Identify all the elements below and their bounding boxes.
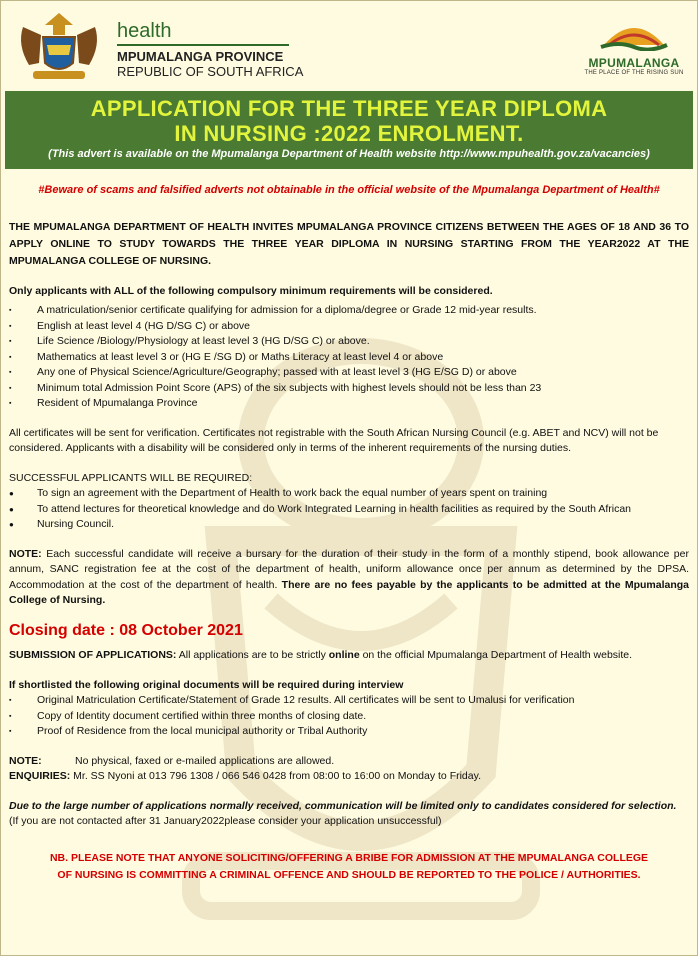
requirements-list: [9, 303, 689, 412]
successful-heading: SUCCESSFUL APPLICANTS WILL BE REQUIRED:: [9, 471, 253, 484]
closing-date: Closing date : 08 October 2021: [9, 621, 243, 639]
enquiries-label: ENQUIRIES:: [9, 770, 71, 782]
list-item: ▪ English at least level 4 (HG D/SG C) or above: [9, 319, 689, 335]
bribe-warning: [9, 850, 689, 884]
list-item: ▪ Original Matriculation Certificate/Statement of Grade 12 results. All certificates will be sent to Umalusi for verification: [9, 693, 689, 709]
banner-title-line1: APPLICATION FOR THE THREE YEAR DIPLOMA: [90, 96, 608, 121]
list-item: ▪ Copy of Identity document certified within three months of closing date.: [9, 709, 689, 725]
bursary-note-bold: There are no fees payable by the applicants to be admitted at the Mpumalanga College of Nursing.: [9, 578, 690, 606]
title-banner: [5, 91, 693, 169]
advert-content: [9, 171, 689, 884]
list-item: ▪ Proof of Residence from the local municipal authority or Tribal Authority: [9, 724, 689, 740]
unsuccessful-note: (If you are not contacted after 31 January2022please consider your application unsuccessful): [9, 815, 442, 827]
banner-title-line2: IN NURSING :2022 ENROLMENT.: [174, 121, 524, 146]
submission-online: online: [328, 649, 360, 661]
list-item: ▪ Mathematics at least level 3 or (HG E /SG D) or Maths Literacy at least level 4 or above: [9, 350, 689, 366]
list-item: ● To sign an agreement with the Department of Health to work back the equal number of years spent on training: [9, 486, 689, 502]
list-item: ● To attend lectures for theoretical knowledge and do Work Integrated Learning in health facilities as required by the South African: [9, 502, 689, 518]
bursary-note: [9, 547, 689, 609]
banner-subtitle: (This advert is available on the Mpumalanga Department of Health website http://www.mpuhealth.gov.za/vacancies): [48, 148, 650, 160]
bursary-note-label: NOTE:: [9, 547, 42, 560]
bribe-warning-line1: NB. PLEASE NOTE THAT ANYONE SOLICITING/OFFERING A BRIBE FOR ADMISSION AT THE MPUMALANGA COLLEGE: [49, 851, 649, 864]
verification-paragraph: All certificates will be sent for verification. Certificates not registrable with the South African Nursing Council (e.g. ABET and NCV) will not be considered. Applicants with a disability will be considered only in terms of the inherent requirements of the nursing duties.: [9, 426, 659, 454]
list-item: ▪ Any one of Physical Science/Agriculture/Geography; passed with at least level 3 (HG E/SG D) or above: [9, 365, 689, 381]
submission-label: SUBMISSION OF APPLICATIONS:: [9, 649, 177, 661]
rising-sun-icon: [599, 15, 669, 51]
submission-text-before: All applications are to be strictly: [176, 649, 329, 661]
bribe-warning-line2: OF NURSING IS COMMITTING A CRIMINAL OFFENCE AND SHOULD BE REPORTED TO THE POLICE / AUTHORITIES.: [57, 868, 641, 881]
no-physical-note: [9, 754, 689, 770]
list-item: ▪ Life Science /Biology/Physiology at least level 3 (HG D/SG C) or above.: [9, 334, 689, 350]
successful-list: [9, 486, 689, 533]
mpumalanga-logo-name: MPUMALANGA: [588, 56, 680, 70]
mpumalanga-logo-slogan: THE PLACE OF THE RISING SUN: [584, 70, 684, 76]
list-item: ▪ Minimum total Admission Point Score (APS) of the six subjects with highest levels should not be less than 23: [9, 381, 689, 397]
scam-warning: #Beware of scams and falsified adverts not obtainable in the official website of the Mpumalanga Department of Health#: [38, 184, 660, 196]
submission-paragraph: [9, 648, 689, 664]
mpumalanga-logo: [577, 15, 691, 85]
list-item: ▪ Resident of Mpumalanga Province: [9, 396, 689, 412]
dept-health-label: health: [117, 20, 172, 42]
sa-coat-of-arms-logo: [9, 5, 109, 85]
note-text: No physical, faxed or e-mailed applications are allowed.: [75, 754, 335, 767]
note-label: NOTE:: [9, 754, 42, 767]
enquiries: [9, 769, 689, 785]
list-item: ▪ A matriculation/senior certificate qualifying for admission for a diploma/degree or Grade 12 mid-year results.: [9, 303, 689, 319]
department-name: [117, 21, 303, 79]
bursary-note-text: Each successful candidate will receive a bursary for the duration of their study in the form of a monthly stipend, book allowance per annum, SANC registration fee at the cost of the department of health, uniform allowance once per annum as determined by the DPSA. Accommodation at the cost of the department of health.: [9, 547, 689, 591]
submission-text-after: on the official Mpumalanga Department of Health website.: [359, 649, 633, 661]
enquiries-text: Mr. SS Nyoni at 013 796 1308 / 066 546 0428 from 08:00 to 16:00 on Monday to Friday.: [70, 770, 482, 782]
shortlisted-list: [9, 693, 689, 740]
province-label: MPUMALANGA PROVINCE: [117, 49, 284, 64]
invitation-paragraph: THE MPUMALANGA DEPARTMENT OF HEALTH INVITES MPUMALANGA PROVINCE CITIZENS BETWEEN THE AGES OF 18 AND 36 TO APPLY ONLINE TO STUDY TOWARDS THE THREE YEAR DIPLOMA IN NURSING STARTING FROM THE YEAR2022 AT THE MPUMALANGA COLLEGE OF NURSING.: [9, 220, 689, 267]
country-label: REPUBLIC OF SOUTH AFRICA: [117, 64, 304, 79]
requirements-intro: Only applicants with ALL of the following compulsory minimum requirements will be considered.: [9, 284, 493, 297]
shortlisted-heading: If shortlisted the following original documents will be required during interview: [9, 678, 404, 691]
list-item: ● Nursing Council.: [9, 517, 689, 533]
dept-divider: [117, 44, 289, 46]
volume-note: Due to the large number of applications normally received, communication will be limited only to candidates considered for selection.: [9, 799, 677, 812]
header: [1, 1, 697, 91]
